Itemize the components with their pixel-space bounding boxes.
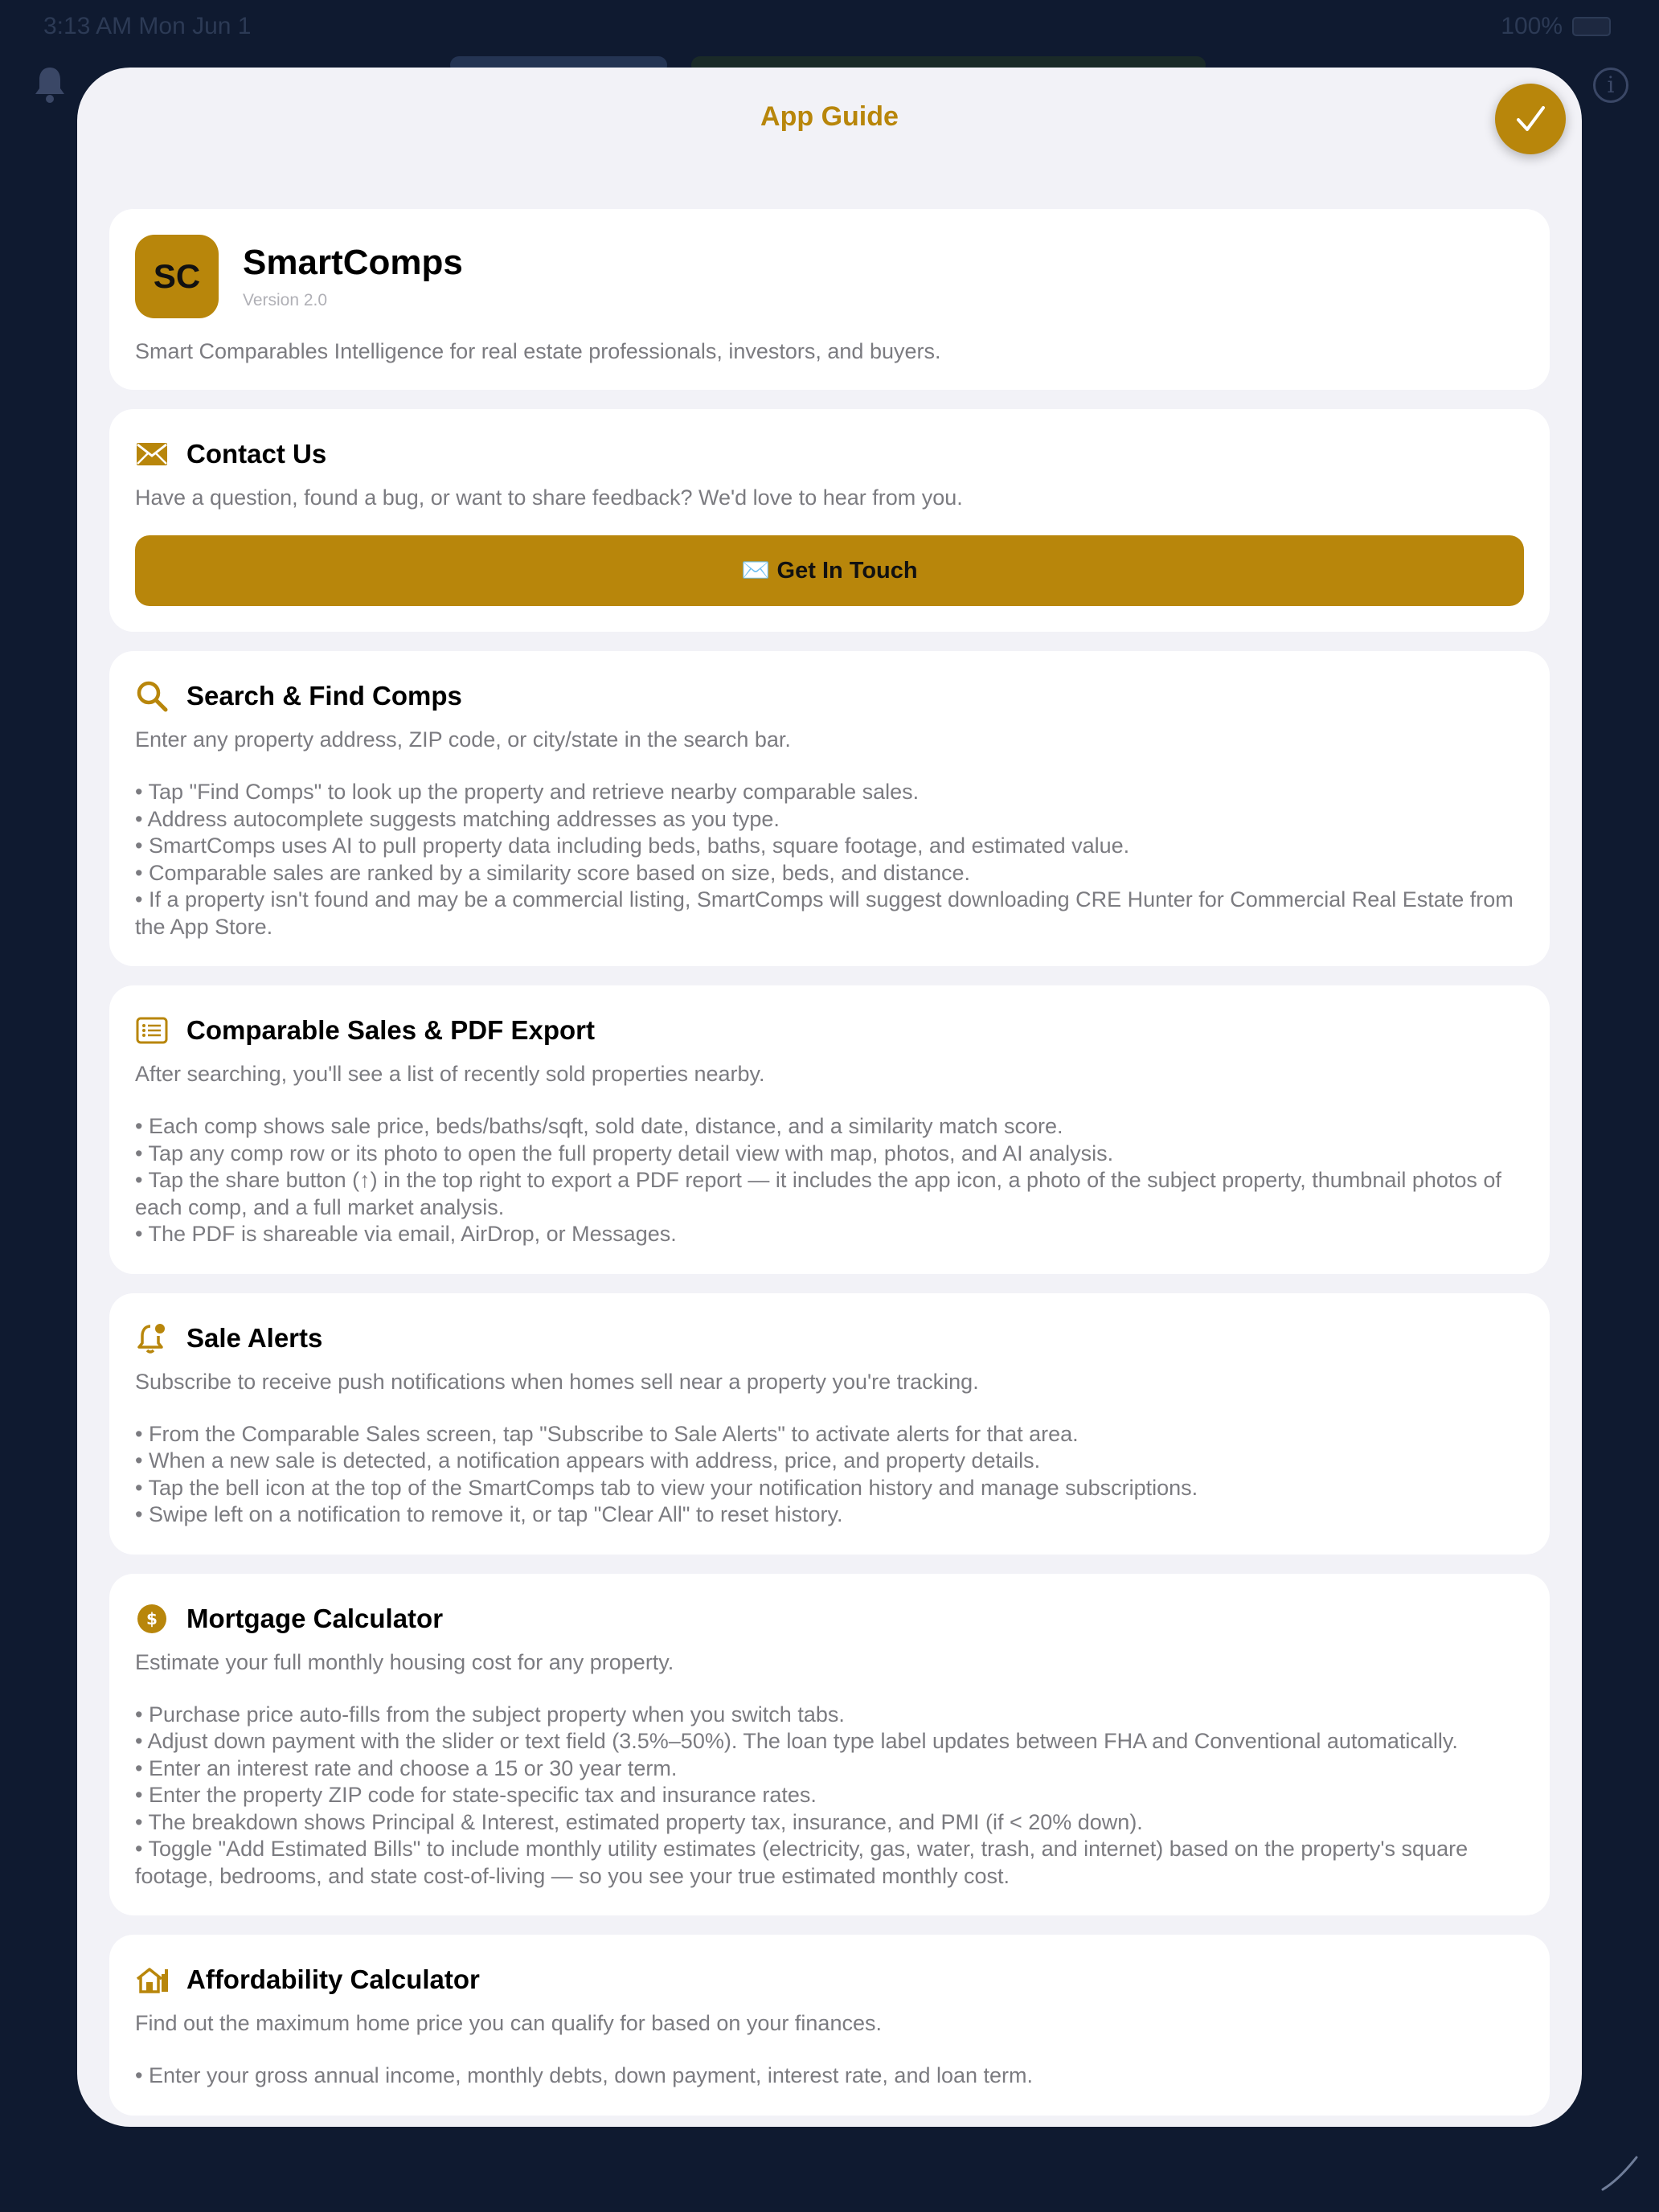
- info-icon[interactable]: i: [1593, 68, 1628, 103]
- section-intro: Estimate your full monthly housing cost for any property.: [135, 1649, 674, 1674]
- bullet-list: [135, 1421, 1524, 1529]
- section-comparable-sales: [109, 985, 1550, 1274]
- bullet-item: • Enter your gross annual income, monthly debts, down payment, interest rate, and loan term.: [135, 2063, 1034, 2087]
- status-bar: [0, 0, 1659, 51]
- section-affordability-calculator: [109, 1935, 1550, 2116]
- app-info-card: [109, 209, 1550, 390]
- bullet-item: • Toggle "Add Estimated Bills" to include monthly utility estimates (electricity, gas, water, trash, and internet) based on the property's square footage, bedrooms, and state cost-of-living — so you see your true estimated monthly cost.: [135, 1837, 1469, 1888]
- bullet-item: • Tap the bell icon at the top of the SmartComps tab to view your notification history and manage subscriptions.: [135, 1475, 1198, 1500]
- app-description: Smart Comparables Intelligence for real estate professionals, investors, and buyers.: [135, 339, 941, 363]
- section-title: Sale Alerts: [186, 1322, 323, 1353]
- section-title: Comparable Sales & PDF Export: [186, 1015, 595, 1045]
- bullet-item: • The PDF is shareable via email, AirDrop, or Messages.: [135, 1222, 677, 1246]
- bullet-item: • SmartComps uses AI to pull property data including beds, baths, square footage, and estimated value.: [135, 834, 1130, 858]
- section-intro: After searching, you'll see a list of recently sold properties nearby.: [135, 1062, 765, 1086]
- battery-label: 100%: [1501, 13, 1563, 39]
- bullet-list: [135, 779, 1524, 940]
- bell-icon[interactable]: [32, 64, 68, 104]
- bullet-item: • From the Comparable Sales screen, tap "Subscribe to Sale Alerts" to activate alerts for that area.: [135, 1421, 1079, 1446]
- bullet-item: • The breakdown shows Principal & Interest, estimated property tax, insurance, and PMI (if < 20% down).: [135, 1809, 1143, 1834]
- section-mortgage-calculator: [109, 1574, 1550, 1916]
- bullet-item: • Purchase price auto-fills from the subject property when you switch tabs.: [135, 1702, 845, 1727]
- bullet-item: • Enter an interest rate and choose a 15 or 30 year term.: [135, 1755, 678, 1780]
- bullet-item: • Enter the property ZIP code for state-specific tax and insurance rates.: [135, 1783, 817, 1807]
- bullet-item: • If a property isn't found and may be a commercial listing, SmartComps will suggest downloading CRE Hunter for Commercial Real Estate from the App Store.: [135, 887, 1514, 939]
- status-battery: [1501, 13, 1611, 40]
- app-icon: SC: [135, 235, 219, 318]
- get-in-touch-button[interactable]: [135, 535, 1524, 606]
- bell-badge-icon: [135, 1321, 169, 1355]
- bullet-list: [135, 2062, 1524, 2090]
- magnifying-glass-icon: [135, 679, 169, 713]
- bullet-list: [135, 1113, 1524, 1248]
- bullet-item: • Adjust down payment with the slider or text field (3.5%–50%). The loan type label updates between FHA and Conventional automatically.: [135, 1729, 1458, 1753]
- section-intro: Have a question, found a bug, or want to share feedback? We'd love to hear from you.: [135, 485, 963, 510]
- bullet-list: [135, 1702, 1524, 1890]
- house-chart-icon: [135, 1963, 169, 1997]
- bullet-item: • When a new sale is detected, a notification appears with address, price, and property details.: [135, 1448, 1041, 1473]
- list-document-icon: [135, 1014, 169, 1047]
- status-time: 3:13 AM Mon Jun 1: [43, 13, 252, 39]
- done-button[interactable]: [1495, 84, 1566, 154]
- get-in-touch-label: ✉️ Get In Touch: [741, 558, 918, 584]
- guide-content[interactable]: [109, 209, 1550, 2127]
- pencil-stroke-icon: [1595, 2148, 1643, 2196]
- bullet-item: • Swipe left on a notification to remove it, or tap "Clear All" to reset history.: [135, 1502, 843, 1526]
- section-title: Search & Find Comps: [186, 681, 462, 711]
- section-intro: Enter any property address, ZIP code, or city/state in the search bar.: [135, 727, 791, 752]
- section-sale-alerts: [109, 1293, 1550, 1555]
- checkmark-icon: [1512, 100, 1549, 137]
- app-version: Version 2.0: [243, 291, 328, 309]
- section-intro: Find out the maximum home price you can qualify for based on your finances.: [135, 2011, 882, 2035]
- section-intro: Subscribe to receive push notifications when homes sell near a property you're tracking.: [135, 1369, 979, 1394]
- bullet-item: • Tap any comp row or its photo to open the full property detail view with map, photos, and AI analysis.: [135, 1141, 1114, 1165]
- svg-text:$: $: [146, 1608, 158, 1628]
- bullet-item: • Tap the share button (↑) in the top right to export a PDF report — it includes the app icon, a photo of the subject property, thumbnail photos of each comp, and a full market analysis.: [135, 1168, 1501, 1219]
- section-search: [109, 651, 1550, 966]
- section-title: Affordability Calculator: [186, 1964, 480, 1994]
- bullet-item: • Tap "Find Comps" to look up the property and retrieve nearby comparable sales.: [135, 780, 920, 804]
- section-title: Mortgage Calculator: [186, 1603, 444, 1633]
- battery-icon: [1572, 17, 1611, 36]
- dollar-circle-icon: [135, 1602, 169, 1636]
- bullet-item: • Address autocomplete suggests matching addresses as you type.: [135, 806, 780, 831]
- bullet-item: • Each comp shows sale price, beds/baths/sqft, sold date, distance, and a similarity match score.: [135, 1114, 1063, 1138]
- bullet-item: • Comparable sales are ranked by a similarity score based on size, beds, and distance.: [135, 860, 970, 885]
- sheet-title: App Guide: [760, 101, 899, 132]
- envelope-icon: [135, 437, 169, 471]
- section-title: Contact Us: [186, 439, 327, 469]
- app-name: SmartComps: [243, 243, 463, 282]
- app-guide-sheet: [77, 68, 1582, 2127]
- contact-card: [109, 409, 1550, 632]
